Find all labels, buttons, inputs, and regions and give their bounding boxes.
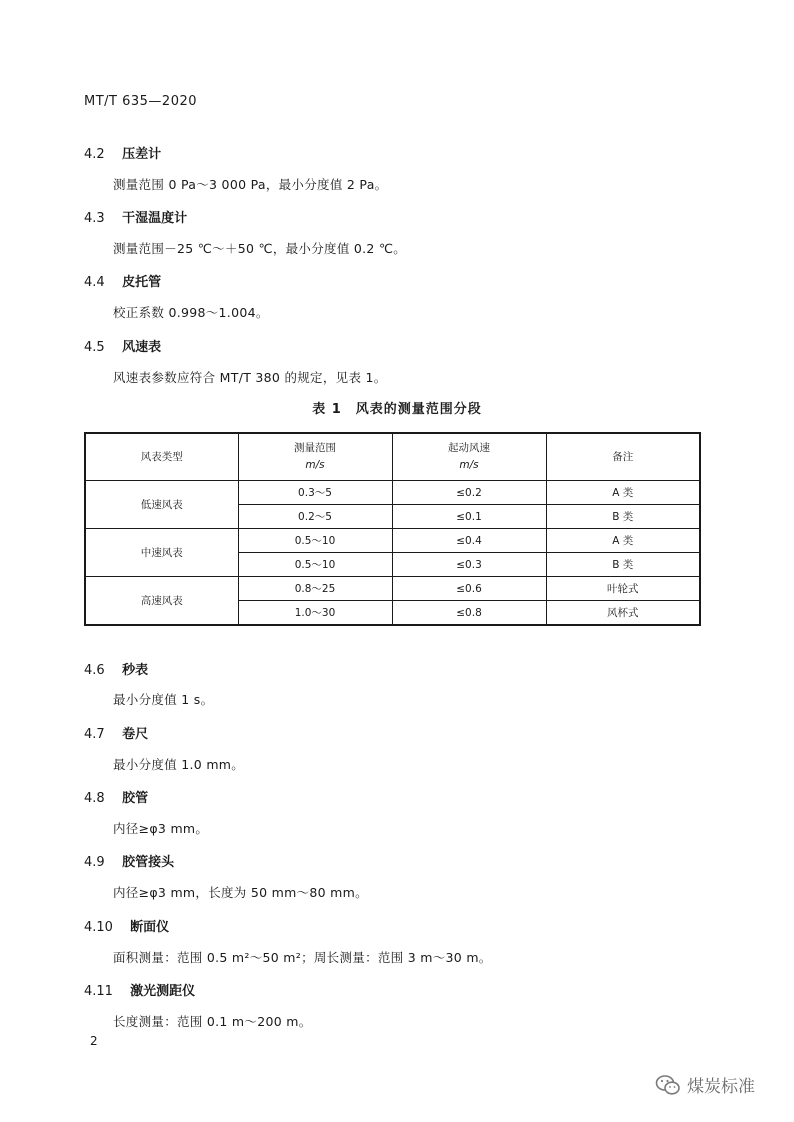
section-body-4-5: 风速表参数应符合 MT/T 380 的规定，见表 1。 [113,370,387,385]
cell-note: A 类 [546,529,700,553]
section-number: 4.3 [84,211,105,226]
section-number: 4.10 [84,920,113,935]
anemometer-range-table [84,432,701,626]
section-title: 干湿温度计 [122,211,188,226]
section-heading-4-11 [84,980,195,999]
cell-note: A 类 [546,481,700,505]
header-range-label: 测量范围 [294,442,336,454]
header-type: 风表类型 [85,433,238,481]
table-row [85,577,700,601]
section-number: 4.8 [84,791,105,806]
section-heading-4-9 [84,851,174,870]
cell-start: ≤0.2 [392,481,546,505]
section-heading-4-8 [84,787,148,806]
section-number: 4.11 [84,984,113,999]
header-start [392,433,546,481]
section-heading-4-10 [84,916,169,935]
cell-range: 0.3～5 [238,481,392,505]
standard-code: MT/T 635—2020 [84,94,198,109]
section-body-4-8: 内径≥φ3 mm。 [113,821,209,836]
cell-note: B 类 [546,553,700,577]
section-number: 4.6 [84,663,105,678]
table-row [85,481,700,505]
cell-start: ≤0.1 [392,505,546,529]
section-title: 秒表 [122,663,149,678]
header-start-label: 起动风速 [448,442,490,454]
section-heading-4-7 [84,723,148,742]
section-body-4-9: 内径≥φ3 mm，长度为 50 mm～80 mm。 [113,885,368,900]
cell-start: ≤0.3 [392,553,546,577]
header-note: 备注 [546,433,700,481]
cell-type: 中速风表 [85,529,238,577]
section-title: 断面仪 [130,920,170,935]
section-heading-4-5 [84,336,161,355]
section-heading-4-2 [84,143,161,162]
section-heading-4-4 [84,271,161,290]
section-number: 4.4 [84,275,105,290]
cell-note: B 类 [546,505,700,529]
page-number: 2 [90,1034,98,1048]
cell-range: 0.8～25 [238,577,392,601]
cell-range: 0.5～10 [238,529,392,553]
section-number: 4.7 [84,727,105,742]
cell-type: 高速风表 [85,577,238,626]
section-title: 压差计 [122,147,162,162]
table-row [85,529,700,553]
section-title: 皮托管 [122,275,162,290]
section-body-4-10: 面积测量：范围 0.5 m²～50 m²；周长测量：范围 3 m～30 m。 [113,950,492,965]
cell-type: 低速风表 [85,481,238,529]
cell-start: ≤0.4 [392,529,546,553]
section-title: 风速表 [122,340,162,355]
header-start-unit: m/s [459,459,479,471]
section-body-4-3: 测量范围－25 ℃～＋50 ℃，最小分度值 0.2 ℃。 [113,241,407,256]
table-header-row [85,433,700,481]
watermark-text: 煤炭标准 [687,1077,755,1097]
wechat-logo-icon [655,1074,681,1096]
section-title: 胶管 [122,791,149,806]
header-range-unit: m/s [305,459,325,471]
section-heading-4-3 [84,207,187,226]
cell-note: 叶轮式 [546,577,700,601]
section-number: 4.9 [84,855,105,870]
cell-start: ≤0.8 [392,601,546,626]
watermark [655,1072,755,1097]
table-caption: 表 1 风表的测量范围分段 [312,402,482,417]
section-title: 胶管接头 [122,855,175,870]
section-body-4-7: 最小分度值 1.0 mm。 [113,757,245,772]
section-number: 4.2 [84,147,105,162]
section-body-4-4: 校正系数 0.998～1.004。 [113,305,269,320]
cell-range: 1.0～30 [238,601,392,626]
cell-note: 风杯式 [546,601,700,626]
section-body-4-2: 测量范围 0 Pa～3 000 Pa，最小分度值 2 Pa。 [113,177,388,192]
section-title: 激光测距仪 [130,984,196,999]
cell-start: ≤0.6 [392,577,546,601]
header-range [238,433,392,481]
section-heading-4-6 [84,659,148,678]
section-title: 卷尺 [122,727,149,742]
cell-range: 0.5～10 [238,553,392,577]
section-number: 4.5 [84,340,105,355]
cell-range: 0.2～5 [238,505,392,529]
section-body-4-11: 长度测量：范围 0.1 m～200 m。 [113,1014,312,1029]
section-body-4-6: 最小分度值 1 s。 [113,692,214,707]
